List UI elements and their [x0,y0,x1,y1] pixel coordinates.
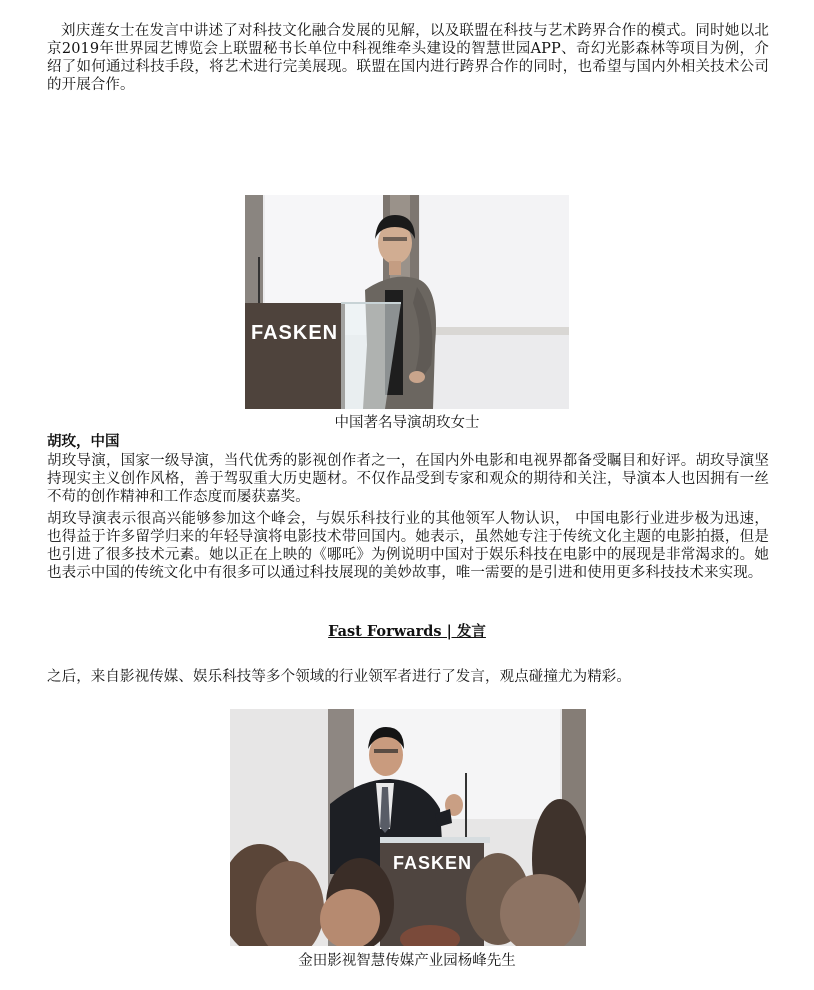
section-title: Fast Forwards | 发言 [328,623,486,640]
photo-caption-yang-feng: 金田影视智慧传媒产业园杨峰先生 [298,953,516,969]
intro-paragraph: 刘庆莲女士在发言中讲述了对科技文化融合发展的见解，以及联盟在科技与艺术跨界合作的模式。同时她以北京2019年世界园艺博览会上联盟秘书长单位中科视维牵头建设的智慧世园APP、奇幻光影森林等项目为例，介绍了如何通过科技手段，将艺术进行完美展现。联盟在国内进行跨界合作的同时，也希望与国内外相关技术公司的开展合作。 [47,23,769,93]
speaker-photo-yang-feng [230,709,586,946]
profile-paragraph-2: 胡玫导演表示很高兴能够参加这个峰会，与娱乐科技行业的其他领军人物认识， 中国电影行业进步极为迅速， 也得益于许多留学归来的年轻导演将电影技术带回国内。她表示，虽然她专注于传统文化主题的电影拍摄，但是也引进了很多技术元素。她以正在上映的《哪吒》为例说明中国对于娱乐科技在电影中的展现是非常渴求的。她也表示中国的传统文化中有很多可以通过科技展现的美妙故事，唯一需要的是引进和使用更多科技技术来实现。 [47,511,769,581]
podium-logo-text-2: FASKEN [393,853,473,873]
section-paragraph: 之后，来自影视传媒、娱乐科技等多个领域的行业领军者进行了发言，观点碰撞尤为精彩。 [47,669,631,685]
speaker-photo-hu-mei [245,195,569,409]
photo-caption-hu-mei: 中国著名导演胡玫女士 [334,415,480,431]
profile-paragraph-1: 胡玫导演，国家一级导演，当代优秀的影视创作者之一，在国内外电影和电视界都备受瞩目和好评。胡玫导演坚持现实主义创作风格，善于驾驭重大历史题材。不仅作品受到专家和观众的期待和关注，导演本人也因拥有一丝不苟的创作精神和工作态度而屡获嘉奖。 [47,453,769,505]
podium-logo-text: FASKEN [251,322,339,344]
profile-heading: 胡玫，中国 [47,433,120,450]
